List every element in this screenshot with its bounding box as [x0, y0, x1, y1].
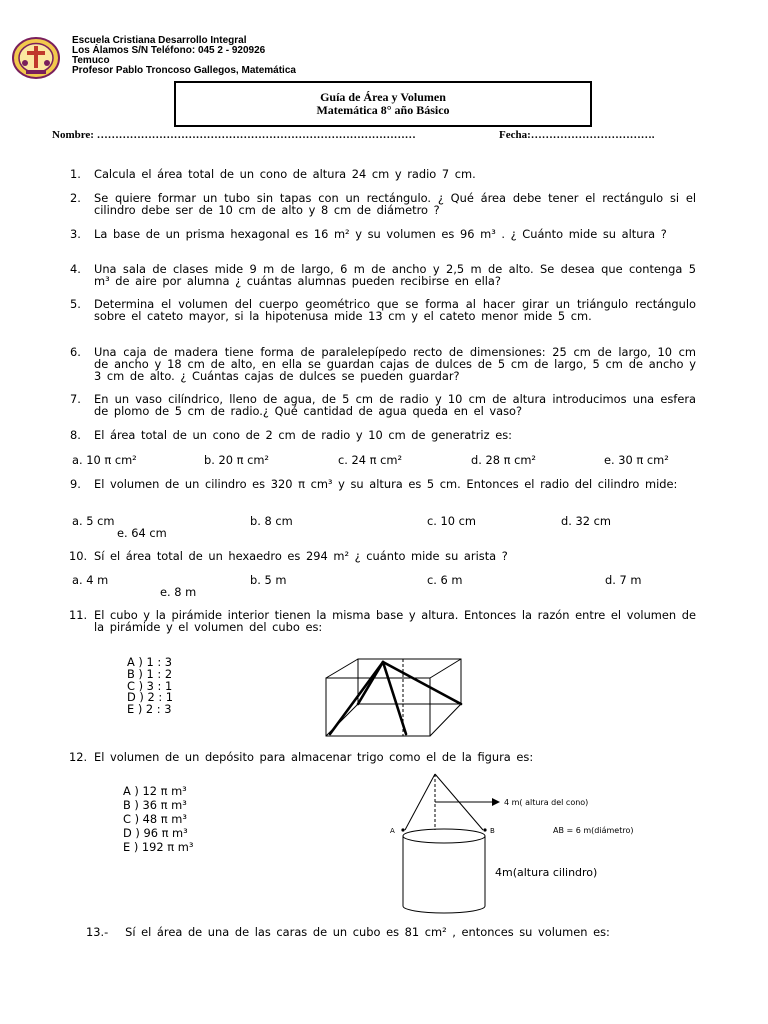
- q10-option-d: d. 7 m: [605, 573, 642, 587]
- cylinder-top: [403, 829, 485, 843]
- cylinder-height-label: 4m(altura cilindro): [495, 866, 598, 879]
- title-box: [174, 81, 592, 127]
- q9-option-b: b. 8 cm: [250, 514, 293, 528]
- q12-option-e: E ) 192 π m³: [123, 840, 194, 854]
- q9-option-e: e. 64 cm: [117, 526, 167, 540]
- q8-option-b: b. 20 π cm²: [204, 453, 269, 467]
- cone-height-label: 4 m( altura del cono): [504, 798, 589, 807]
- q8-option-a: a. 10 π cm²: [72, 453, 137, 467]
- school-address: Los Álamos S/N Teléfono: 045 2 - 920926: [72, 45, 266, 56]
- q11-option-c: C ) 3 : 1: [127, 679, 173, 693]
- q11-option-e: E ) 2 : 3: [127, 702, 172, 716]
- q9-option-d: d. 32 cm: [561, 514, 611, 528]
- point-a-label: A: [390, 827, 395, 835]
- q8-option-d: d. 28 π cm²: [471, 453, 536, 467]
- q10-option-a: a. 4 m: [72, 573, 109, 587]
- question-8: 8. El área total de un cono de 2 cm de radio y 10 cm de generatriz es:: [70, 428, 512, 442]
- question-12: 12. El volumen de un depósito para almacenar trigo como el de la figura es:: [69, 750, 534, 764]
- cylinder-bottom: [403, 906, 485, 913]
- q8-option-e: e. 30 π cm²: [604, 453, 669, 467]
- nombre-field: Nombre: ……………………………………………………………………………: [52, 129, 416, 141]
- q9-option-a: a. 5 cm: [72, 514, 115, 528]
- cone-edge: [405, 774, 435, 830]
- q12-option-c: C ) 48 π m³: [123, 812, 187, 826]
- silo-figure: [380, 766, 680, 926]
- school-logo: [12, 37, 60, 79]
- question-4: 4. Una sala de clases mide 9 m de largo, 6 m de ancho y 2,5 m de alto. Se desea que contenga 5 m³ de aire por alumna ¿ cuántas alumnas pueden recibirse en ella?: [70, 262, 696, 288]
- arrow-head: [492, 798, 500, 806]
- question-10: 10. Sí el área total de un hexaedro es 294 m² ¿ cuánto mide su arista ?: [69, 549, 508, 563]
- q11-option-d: D ) 2 : 1: [127, 690, 174, 704]
- question-13: 13.- Sí el área de una de las caras de un cubo es 81 cm² , entonces su volumen es:: [86, 925, 610, 939]
- teacher-name: Profesor Pablo Troncoso Gallegos, Matemática: [72, 65, 296, 76]
- cube-front-face: [326, 678, 430, 736]
- cube-back-face: [358, 659, 461, 704]
- school-header: [72, 36, 296, 76]
- cube-pyramid-figure: [318, 652, 468, 738]
- question-5: 5. Determina el volumen del cuerpo geométrico que se forma al hacer girar un triángulo rectángulo sobre el cateto mayor, si la hipotenusa mide 13 cm y el cateto menor mide 5 cm.: [70, 297, 696, 323]
- question-3: 3. La base de un prisma hexagonal es 16 m² y su volumen es 96 m³ . ¿ Cuánto mide su altura ?: [70, 227, 667, 241]
- school-city: Temuco: [72, 55, 110, 66]
- fecha-field: Fecha:…………………………….: [499, 129, 655, 141]
- q9-option-c: c. 10 cm: [427, 514, 476, 528]
- q12-option-a: A ) 12 π m³: [123, 784, 187, 798]
- q8-option-c: c. 24 π cm²: [338, 453, 403, 467]
- question-7: 7. En un vaso cilíndrico, lleno de agua, de 5 cm de radio y 10 cm de altura introducimos una esfera de plomo de 5 cm de radio.¿ Qué cantidad de agua queda en el vaso?: [70, 392, 696, 418]
- title-line-1: Guía de Área y Volumen: [320, 90, 446, 104]
- q10-option-e: e. 8 m: [160, 585, 197, 599]
- q11-option-b: B ) 1 : 2: [127, 667, 173, 681]
- q11-option-a: A ) 1 : 3: [127, 655, 173, 669]
- q10-option-c: c. 6 m: [427, 573, 463, 587]
- question-2: 2. Se quiere formar un tubo sin tapas con un rectángulo. ¿ Qué área debe tener el rectángulo si el cilindro debe ser de 10 cm de alto y 8 cm de diámetro ?: [70, 191, 696, 217]
- pyramid-edge: [358, 662, 383, 704]
- question-1: 1. Calcula el área total de un cono de altura 24 cm y radio 7 cm.: [70, 167, 476, 181]
- q12-option-d: D ) 96 π m³: [123, 826, 188, 840]
- question-6: 6. Una caja de madera tiene forma de paralelepípedo recto de dimensiones: 25 cm de largo, 10 cm de ancho y 18 cm de alto, en ella se guardan cajas de dulces de 5 cm de largo, 5 cm de ancho y 3 cm de alto. ¿ Cuántas cajas de dulces se pueden guardar?: [70, 345, 696, 383]
- school-name: Escuela Cristiana Desarrollo Integral: [72, 35, 247, 46]
- q12-option-b: B ) 36 π m³: [123, 798, 187, 812]
- q10-option-b: b. 5 m: [250, 573, 287, 587]
- point-b-label: B: [490, 827, 495, 835]
- question-9: 9. El volumen de un cilindro es 320 π cm³ y su altura es 5 cm. Entonces el radio del cilindro mide:: [70, 477, 678, 491]
- diameter-label: AB = 6 m(diámetro): [553, 826, 634, 835]
- question-11: 11. El cubo y la pirámide interior tienen la misma base y altura. Entonces la razón entre el volumen de la pirámide y el volumen del cubo es:: [69, 608, 696, 634]
- title-line-2: Matemática 8° año Básico: [316, 103, 450, 117]
- pyramid-edge: [330, 662, 383, 734]
